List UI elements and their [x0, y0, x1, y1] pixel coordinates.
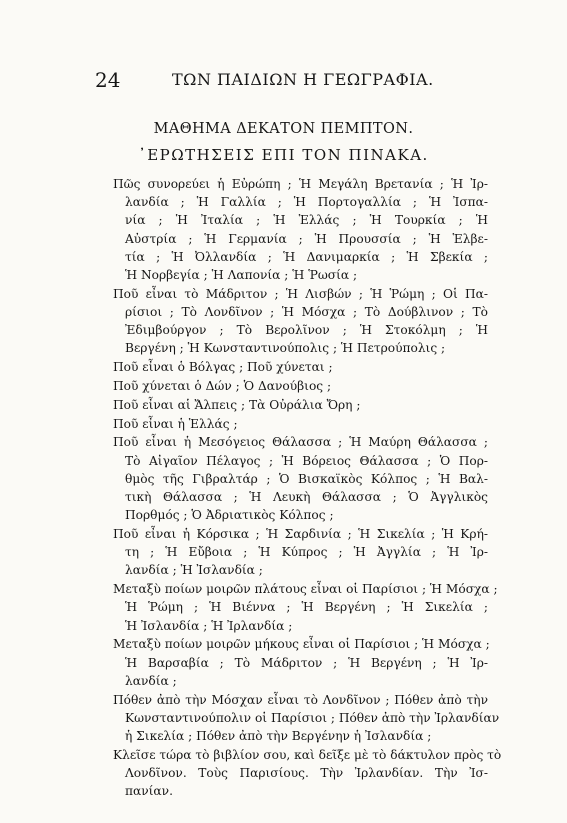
paragraph-alps: [113, 396, 488, 414]
section-title: ᾿ΕΡΩΤΗΣΕΙΣ ΕΠΙ ΤΟΝ ΠΙΝΑΚΑ.: [138, 146, 429, 164]
page-number: 24: [95, 68, 121, 92]
text-line: Ποῦ εἶναι αἱ Ἄλπεις ; Τὰ Οὐράλια Ὄρη ;: [113, 397, 361, 412]
paragraph-directions: [113, 691, 500, 746]
paragraph-close-book: [113, 746, 502, 801]
text-line: Πῶς συνορεύει ἡ Εὐρώπη ; Ἡ Μεγάλη Βρετανία ; Ἡ Ἰρ-: [113, 177, 488, 191]
text-line: Ποῦ εἶναι ἡ Κόρσικα ; Ἡ Σαρδινία ; Ἡ Σικελία ; Ἡ Κρή-: [113, 527, 488, 542]
text-line: τικὴ Θάλασσα ; Ἡ Λευκὴ Θάλασσα ; Ὁ Ἀγγλικὸς: [125, 490, 488, 505]
paragraph-don: [113, 377, 488, 395]
text-line: Βεργένη ; Ἡ Κωνσταντινούπολις ; Ἡ Πετρούπολις ;: [125, 341, 446, 356]
text-line: Ἐδιμβούργον ; Τὸ Βερολῖνον ; Ἡ Στοκόλμη ; Ἡ: [125, 323, 488, 338]
running-title: ΤΩΝ ΠΑΙΔΙΩΝ Η ΓΕΩΓΡΑΦΙΑ.: [172, 70, 434, 89]
text-line: Μεταξὺ ποίων μοιρῶν μήκους εἶναι οἱ Παρίσιοι ; Ἡ Μόσχα ;: [113, 637, 490, 652]
paragraph-seas: [113, 433, 488, 524]
paragraph-longitude: [113, 635, 488, 690]
text-line: ἡ Σικελία ; Πόθεν ἀπὸ τὴν Βεργένην ἡ Ἰσλανδία ;: [125, 729, 432, 744]
text-line: Ἡ Νορβεγία ; Ἡ Λαπονία ; Ἡ Ῥωσία ;: [125, 268, 358, 283]
text-line: Ποῦ εἶναι ἡ Μεσόγειος Θάλασσα ; Ἡ Μαύρη Θάλασσα ;: [113, 435, 488, 450]
text-line: πανίαν.: [125, 784, 173, 799]
text-line: Κλεῖσε τώρα τὸ βιβλίον σου, καὶ δεῖξε μὲ τὸ δάκτυλον πρὸς τὸ: [113, 747, 502, 762]
text-line: λανδία ;: [125, 673, 177, 688]
text-line: Κωνσταντινούπολιν οἱ Παρίσιοι ; Πόθεν ἀπὸ τὴν Ἰρλανδίαν: [125, 710, 500, 725]
paragraph-capitals: [113, 285, 488, 358]
text-line: Λονδῖνον. Τοὺς Παρισίους. Τὴν Ἰρλανδίαν. Τὴν Ἰσ-: [125, 766, 488, 781]
text-line: λανδία ; Ἡ Ἰσλανδία ;: [125, 563, 263, 578]
text-line: Πόθεν ἀπὸ τὴν Μόσχαν εἶναι τὸ Λονδῖνον ; Πόθεν ἀπὸ τὴν: [113, 692, 488, 707]
text-line: Πορθμός ; Ὁ Ἀδριατικὸς Κόλπος ;: [125, 508, 334, 523]
text-line: Τὸ Αἰγαῖον Πέλαγος ; Ἡ Βόρειος Θάλασσα ; Ὁ Πορ-: [125, 453, 488, 468]
text-line: Ποῦ εἶναι τὸ Μάδριτον ; Ἡ Λισβών ; Ἡ Ῥώμη ; Οἱ Πα-: [113, 286, 488, 301]
paragraph-latitude: [113, 580, 498, 635]
text-line: θμὸς τῆς Γιβραλτάρ ; Ὁ Βισκαϊκὸς Κόλπος ; Ἡ Βαλ-: [125, 471, 488, 486]
body-text: [113, 175, 502, 801]
text-line: Ἡ Ἰσλανδία ; Ἡ Ἰρλανδία ;: [125, 618, 293, 633]
text-line: Ποῦ χύνεται ὁ Δών ; Ὁ Δανούβιος ;: [113, 379, 332, 394]
text-line: Ποῦ εἶναι ἡ Ἑλλάς ;: [113, 416, 238, 431]
text-line: Ἡ Ῥώμη ; Ἡ Βιέννα ; Ἡ Βεργένη ; Ἡ Σικελία ;: [125, 600, 488, 615]
text-line: Ἡ Βαρσαβία ; Τὸ Μάδριτον ; Ἡ Βεργένη ; Ἡ Ἰρ-: [125, 655, 488, 670]
text-line: Μεταξὺ ποίων μοιρῶν πλάτους εἶναι οἱ Παρίσιοι ; Ἡ Μόσχα ;: [113, 582, 498, 597]
text-line: Αὐστρία ; Ἡ Γερμανία ; Ἡ Προυσσία ; Ἡ Ἑλβε-: [125, 231, 488, 246]
text-line: Ποῦ εἶναι ὁ Βόλγας ; Ποῦ χύνεται ;: [113, 360, 333, 375]
text-line: νία ; Ἡ Ἰταλία ; Ἡ Ἑλλάς ; Ἡ Τουρκία ; Ἡ: [125, 213, 488, 228]
text-line: τία ; Ἡ Ὀλλανδία ; Ἡ Δανιμαρκία ; Ἡ Σβεκία ;: [125, 249, 488, 264]
paragraph-greece: [113, 415, 488, 433]
text-line: τη ; Ἡ Εὔβοια ; Ἡ Κύπρος ; Ἡ Ἀγγλία ; Ἡ Ἰρ-: [125, 545, 488, 560]
lesson-title: ΜΑΘΗΜΑ ΔΕΚΑΤΟΝ ΠΕΜΠΤΟΝ.: [153, 121, 414, 137]
text-line: λανδία ; Ἡ Γαλλία ; Ἡ Πορτογαλλία ; Ἡ Ἰσπα-: [125, 195, 488, 210]
paragraph-bordering: [113, 175, 488, 284]
text-line: ρίσιοι ; Τὸ Λονδῖνον ; Ἡ Μόσχα ; Τὸ Δούβλινον ; Τὸ: [125, 305, 488, 320]
paragraph-volga: [113, 358, 488, 376]
paragraph-islands: [113, 525, 488, 580]
